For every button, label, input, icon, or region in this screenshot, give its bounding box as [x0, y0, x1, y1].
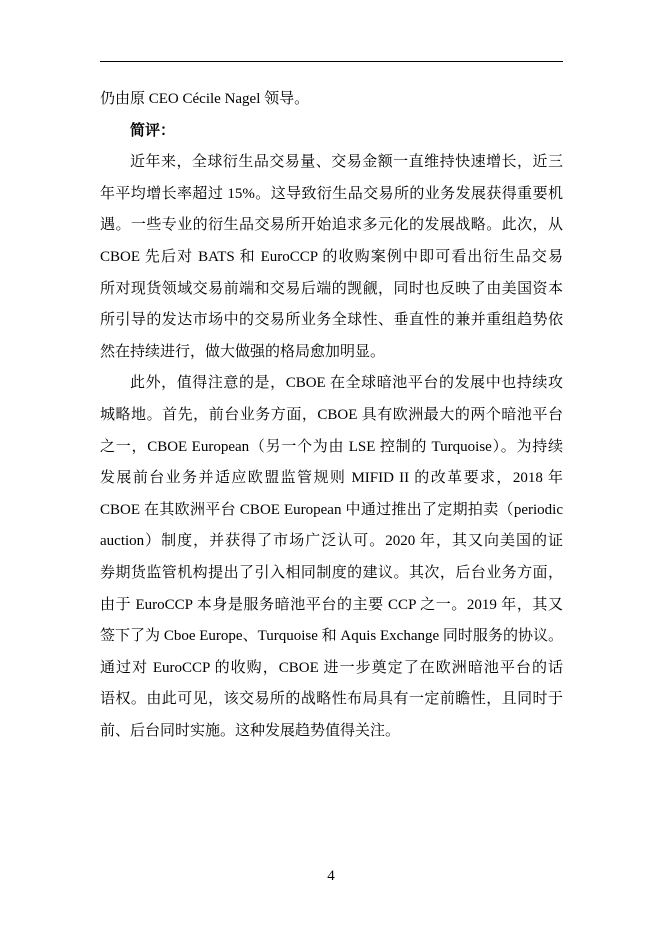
paragraph-line: 遇。一些专业的衍生品交易所开始追求多元化的发展战略。此次，从 [100, 217, 563, 234]
paragraph-line: 此外，值得注意的是，CBOE 在全球暗池平台的发展中也持续攻 [130, 375, 563, 392]
paragraph-line: CBOE 先后对 BATS 和 EuroCCP 的收购案例中即可看出衍生品交易 [100, 248, 563, 265]
paragraph-line: 所引导的发达市场中的交易所业务全球性、垂直性的兼并重组趋势依 [100, 312, 563, 329]
paragraph-line: 券期货监管机构提出了引入相同制度的建议。其次，后台业务方面， [100, 564, 563, 581]
paragraph-line: 通过对 EuroCCP 的收购，CBOE 进一步奠定了在欧洲暗池平台的话 [100, 659, 563, 676]
paragraph-line: 语权。由此可见，该交易所的战略性布局具有一定前瞻性，且同时于 [100, 691, 563, 708]
paragraph-line: auction）制度，并获得了市场广泛认可。2020 年，其又向美国的证 [100, 533, 563, 550]
paragraph-line: 然在持续进行，做大做强的格局愈加明显。 [100, 343, 386, 360]
section-heading-commentary: 简评： [130, 122, 176, 139]
document-body [100, 84, 563, 747]
paragraph-line: 城略地。首先，前台业务方面，CBOE 具有欧洲最大的两个暗池平台 [100, 406, 563, 423]
paragraph-line: 年平均增长率超过 15%。这导致衍生品交易所的业务发展获得重要机 [100, 185, 563, 202]
paragraph-line: 发展前台业务并适应欧盟监管规则 MIFID II 的改革要求，2018 年 [100, 470, 563, 487]
paragraph-line: 由于 EuroCCP 本身是服务暗池平台的主要 CCP 之一。2019 年，其又 [100, 596, 563, 613]
paragraph-line: 签下了为 Cboe Europe、Turquoise 和 Aquis Exchange 同时服务的协议。 [100, 628, 563, 645]
header-rule [100, 61, 563, 62]
paragraph-line: 所对现货领域交易前端和交易后端的觊觎，同时也反映了由美国资本 [100, 280, 563, 297]
paragraph-line: 近年来，全球衍生品交易量、交易金额一直维持快速增长，近三 [130, 154, 563, 171]
paragraph-line: CBOE 在其欧洲平台 CBOE European 中通过推出了定期拍卖（periodic [100, 501, 563, 518]
page-number: 4 [327, 868, 335, 884]
paragraph-line: 之一，CBOE European（另一个为由 LSE 控制的 Turquoise）。为持续 [100, 438, 563, 455]
paragraph-continuation-line: 仍由原 CEO Cécile Nagel 领导。 [100, 91, 310, 107]
paragraph-line: 前、后台同时实施。这种发展趋势值得关注。 [100, 722, 401, 739]
